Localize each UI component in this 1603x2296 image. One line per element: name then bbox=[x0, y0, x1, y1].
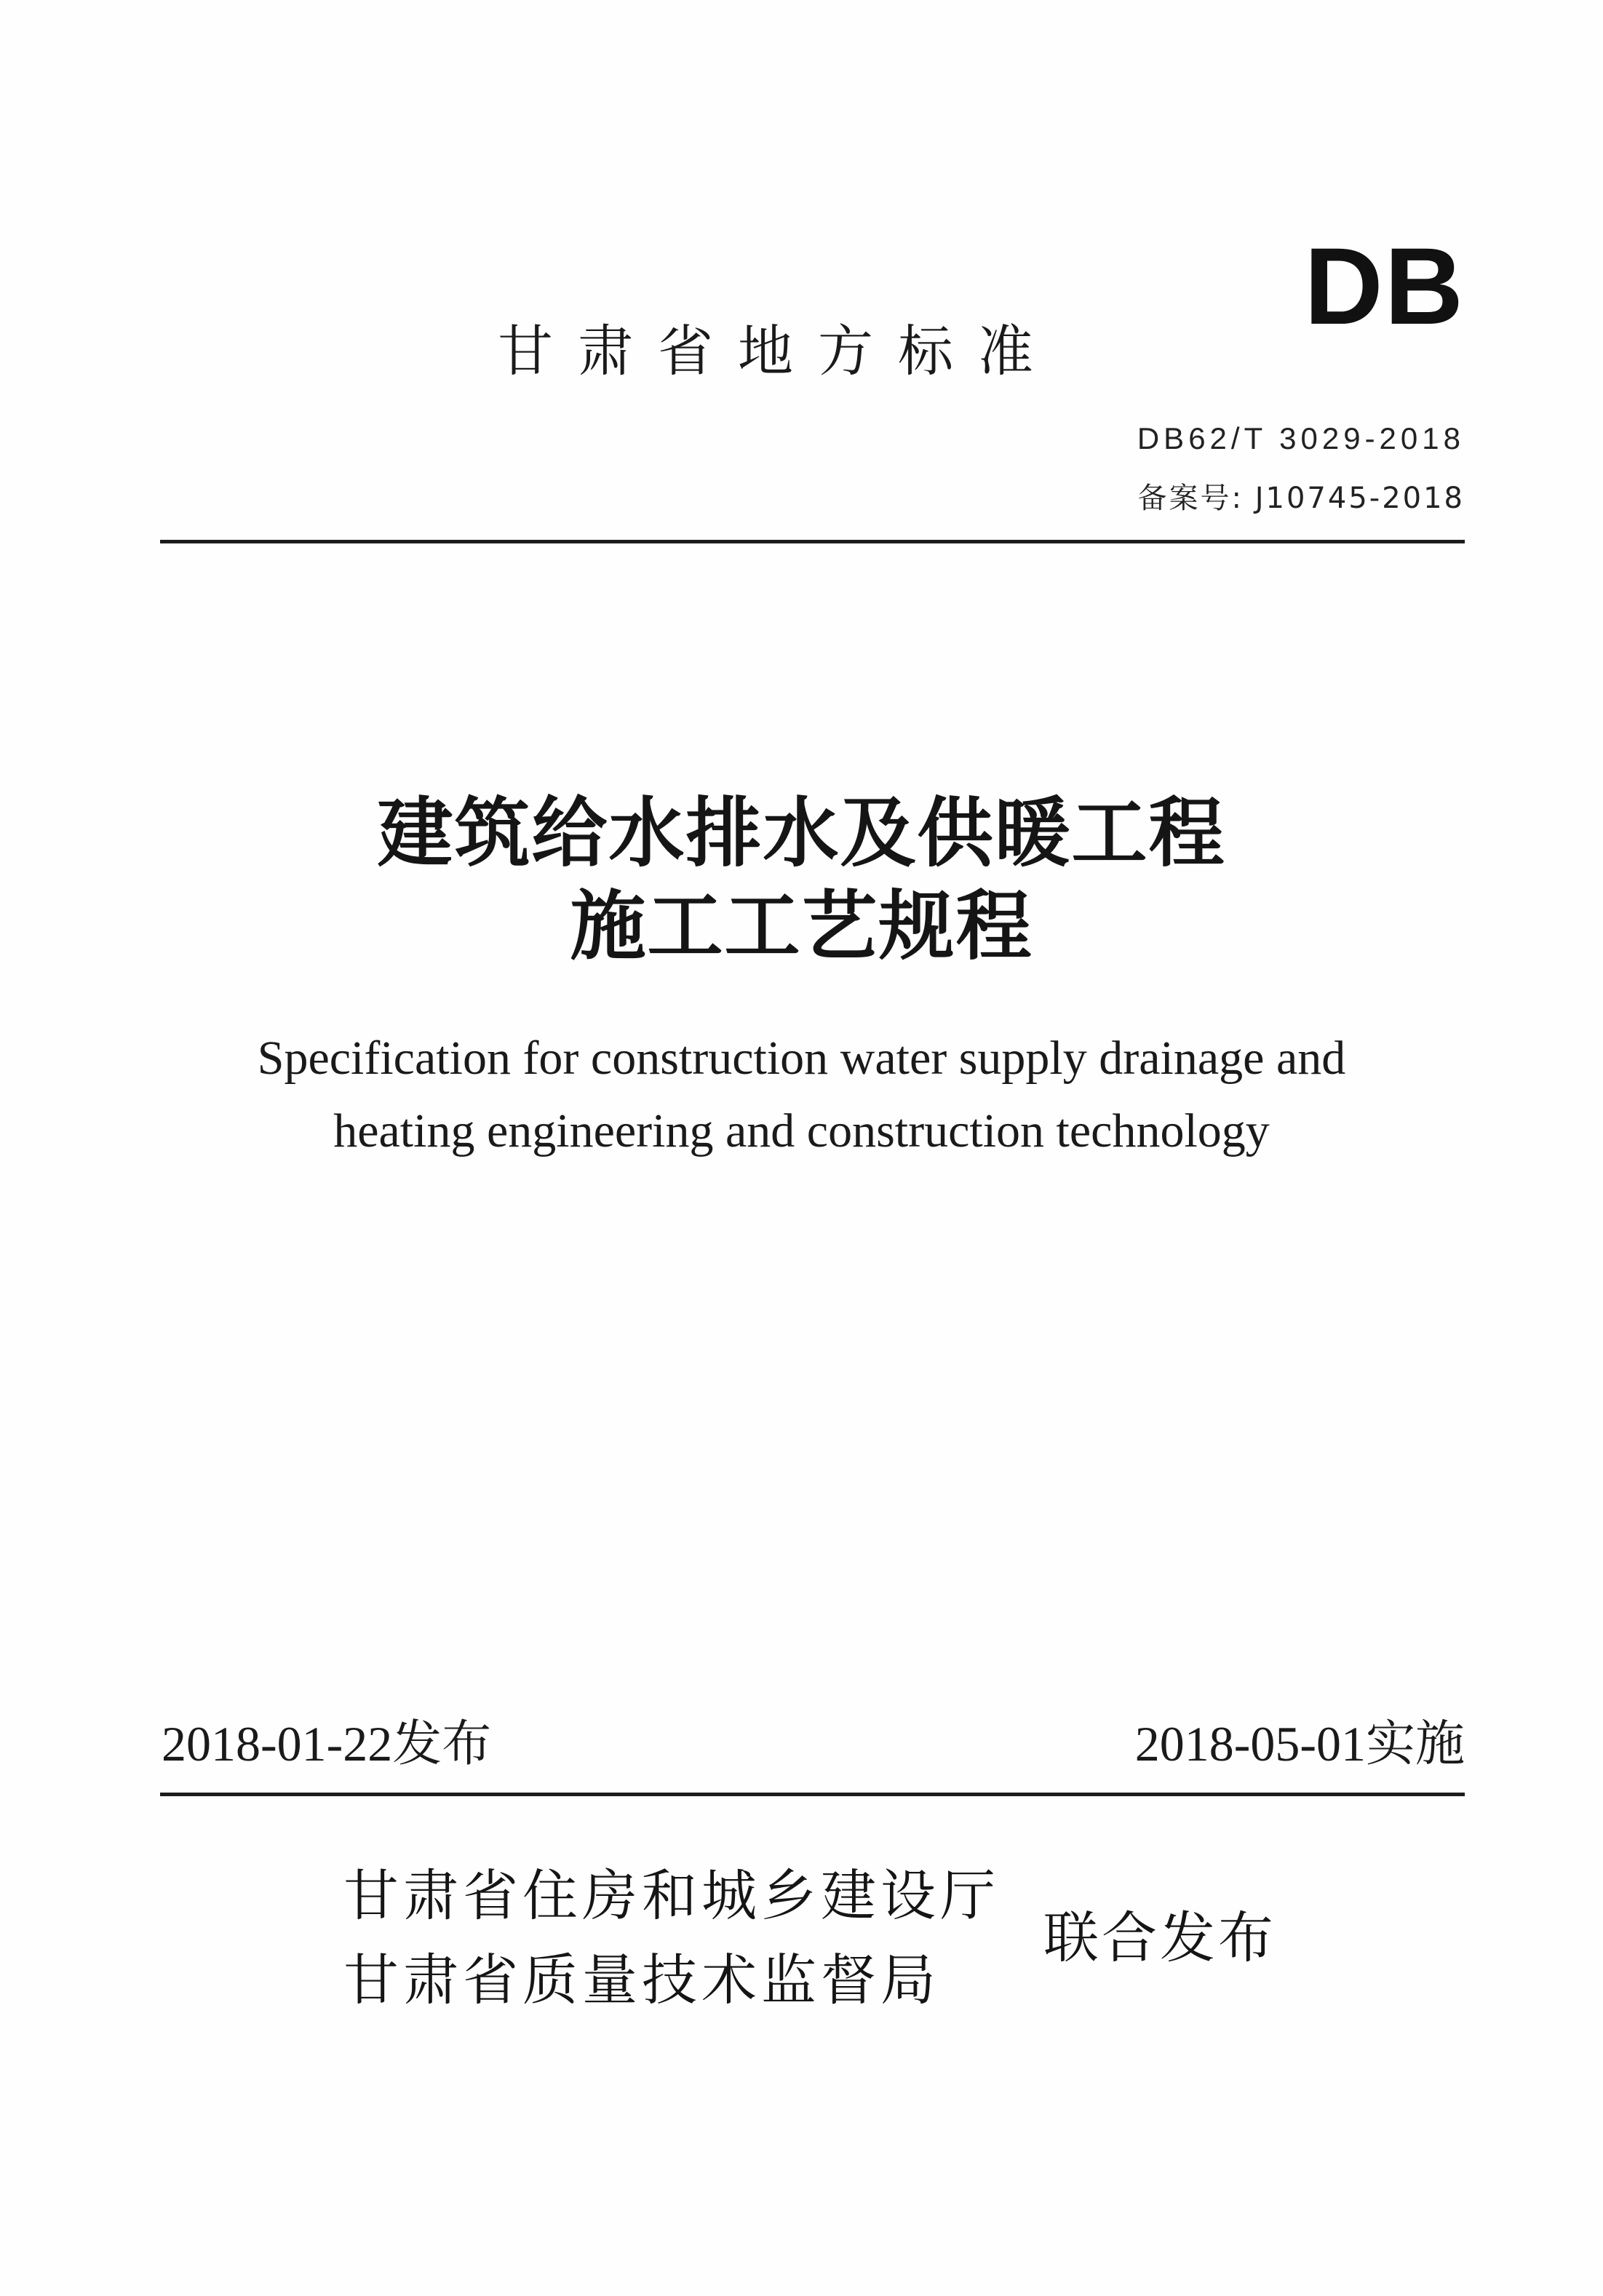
title-english-line2: heating engineering and construction technology bbox=[333, 1104, 1270, 1157]
title-chinese-line1: 建筑给水排水及供暖工程 bbox=[377, 788, 1226, 877]
title-chinese-line2: 施工工艺规程 bbox=[570, 881, 1033, 970]
db-logo: DB bbox=[1304, 225, 1465, 347]
title-english-line1: Specification for construction water supply drainage and bbox=[257, 1032, 1346, 1085]
bottom-divider bbox=[160, 1793, 1465, 1796]
publisher-line1: 甘肃省住房和城乡建设厅 bbox=[343, 1863, 1000, 1928]
standard-type: 甘肃省地方标准 bbox=[498, 319, 1058, 383]
joint-publish-label: 联合发布 bbox=[1043, 1905, 1276, 1970]
issue-date: 2018-01-22发布 bbox=[162, 1716, 492, 1771]
top-divider bbox=[160, 540, 1465, 543]
publisher-line2: 甘肃省质量技术监督局 bbox=[343, 1948, 940, 2012]
implementation-date: 2018-05-01实施 bbox=[1134, 1716, 1465, 1771]
standard-code: DB62/T 3029-2018 bbox=[1137, 421, 1465, 455]
record-number: 备案号: J10745-2018 bbox=[1137, 482, 1465, 515]
